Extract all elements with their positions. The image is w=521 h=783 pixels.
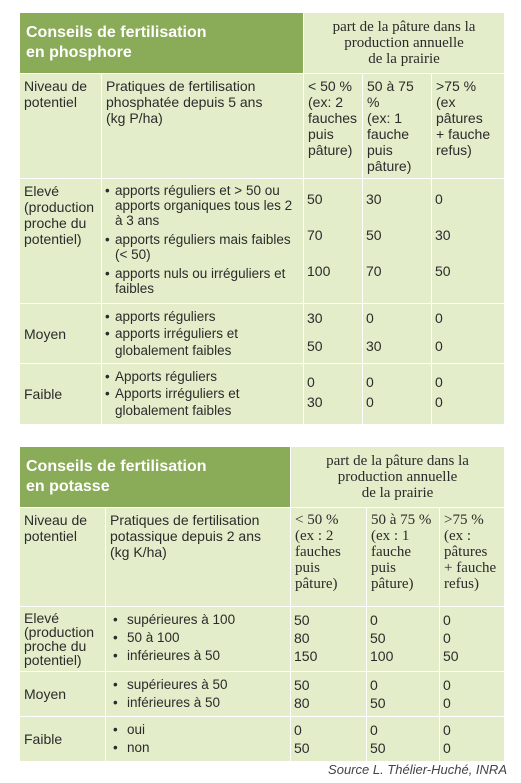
value: 0 <box>307 374 315 390</box>
value: 50 <box>307 191 323 207</box>
value: 50 <box>370 630 386 646</box>
value: 50 <box>294 612 310 628</box>
level-cell: Elevé (production proche du potentiel) <box>20 179 102 304</box>
potasse-pasture-header-line2: production annuelle <box>337 469 458 485</box>
value: 0 <box>443 740 451 756</box>
value-cell <box>363 179 432 304</box>
value: 30 <box>307 310 323 326</box>
value: 0 <box>366 310 374 326</box>
list-item: • oui <box>109 721 287 739</box>
phosphore-title <box>20 13 304 74</box>
value: 50 <box>435 263 451 279</box>
phosphore-title-line1: Conseils de fertilisation <box>26 24 207 41</box>
value-cell <box>304 179 363 304</box>
value: 80 <box>294 695 310 711</box>
value-cell <box>440 607 505 672</box>
potasse-col-lt50: < 50 % (ex : 2 fauches puis pâture) <box>291 508 367 607</box>
list-item: • inférieures à 50 <box>109 694 287 712</box>
phosphore-col-practice: Pratiques de fertilisation phosphatée depuis 5 ans (kg P/ha) <box>102 74 304 179</box>
list-item: • Apports irréguliers et globalement faibles <box>105 385 300 419</box>
value: 50 <box>370 740 386 756</box>
list-item: • apports nuls ou irréguliers et faibles <box>105 266 300 296</box>
phosphore-table <box>19 12 505 425</box>
value: 0 <box>370 722 378 738</box>
potasse-pasture-header <box>291 447 505 508</box>
value: 0 <box>443 677 451 693</box>
phosphore-pasture-header-line3: de la prairie <box>368 51 440 67</box>
potasse-col-level: Niveau de potentiel <box>20 508 106 607</box>
list-item: • apports réguliers mais faibles (< 50) <box>105 232 300 262</box>
value: 0 <box>435 191 443 207</box>
level-cell: Elevé (production proche du potentiel) <box>20 607 106 672</box>
value-cell <box>432 304 505 364</box>
level-cell: Moyen <box>20 304 102 364</box>
list-item: • apports réguliers et > 50 ou apports organiques tous les 2 à 3 ans <box>105 183 300 228</box>
value: 50 <box>443 648 459 664</box>
value: 0 <box>294 722 302 738</box>
level-cell: Faible <box>20 717 106 762</box>
value: 0 <box>443 695 451 711</box>
value: 30 <box>307 394 323 410</box>
value: 30 <box>366 191 382 207</box>
potasse-table <box>19 446 505 762</box>
table-row <box>20 179 505 304</box>
value: 0 <box>435 394 443 410</box>
list-item: • apports irréguliers et globalement faibles <box>105 325 300 359</box>
value-cell <box>363 304 432 364</box>
value-cell <box>291 607 367 672</box>
table-row <box>20 607 505 672</box>
value: 100 <box>307 263 331 279</box>
practice-cell <box>106 672 291 717</box>
level-cell: Moyen <box>20 672 106 717</box>
value-cell <box>367 672 440 717</box>
value-cell <box>291 672 367 717</box>
value: 80 <box>294 630 310 646</box>
value: 0 <box>366 374 374 390</box>
value: 0 <box>443 612 451 628</box>
list-item: • supérieures à 50 <box>109 676 287 694</box>
phosphore-col-gt75: >75 % (ex pâtures + fauche refus) <box>432 74 505 179</box>
value: 0 <box>435 374 443 390</box>
potasse-col-50-75: 50 à 75 % (ex : 1 fauche puis pâture) <box>367 508 440 607</box>
phosphore-pasture-header <box>304 13 505 74</box>
potasse-title <box>20 447 291 508</box>
practice-cell <box>102 304 304 364</box>
value: 30 <box>435 227 451 243</box>
value: 50 <box>370 695 386 711</box>
list-item: • apports réguliers <box>105 308 300 325</box>
value-cell <box>363 364 432 425</box>
source-caption: Source L. Thélier-Huché, INRA <box>328 762 507 777</box>
value: 100 <box>370 648 394 664</box>
value-cell <box>291 717 367 762</box>
value-cell <box>367 607 440 672</box>
practice-cell <box>106 607 291 672</box>
value: 70 <box>307 227 323 243</box>
value-cell <box>304 304 363 364</box>
value: 0 <box>443 722 451 738</box>
potasse-title-line1: Conseils de fertilisation <box>26 458 207 475</box>
potasse-title-line2: en potasse <box>26 478 110 495</box>
value: 150 <box>294 648 318 664</box>
list-item: • Apports réguliers <box>105 368 300 385</box>
value: 50 <box>307 338 323 354</box>
value-cell <box>432 364 505 425</box>
value-cell <box>367 717 440 762</box>
list-item: • 50 à 100 <box>109 629 287 647</box>
value: 0 <box>443 630 451 646</box>
list-item: • non <box>109 739 287 757</box>
table-row <box>20 717 505 762</box>
phosphore-col-lt50: < 50 % (ex: 2 fauches puis pâture) <box>304 74 363 179</box>
phosphore-pasture-header-line1: part de la pâture dans la <box>332 19 476 35</box>
potasse-col-practice: Pratiques de fertilisation potassique depuis 2 ans (kg K/ha) <box>106 508 291 607</box>
value-cell <box>440 672 505 717</box>
value: 0 <box>366 394 374 410</box>
value-cell <box>432 179 505 304</box>
value: 70 <box>366 263 382 279</box>
list-item: • supérieures à 100 <box>109 611 287 629</box>
value: 0 <box>435 310 443 326</box>
list-item: • inférieures à 50 <box>109 647 287 665</box>
phosphore-pasture-header-line2: production annuelle <box>344 35 464 51</box>
value: 50 <box>294 677 310 693</box>
value-cell <box>440 717 505 762</box>
value: 50 <box>294 740 310 756</box>
phosphore-col-50-75: 50 à 75 % (ex: 1 fauche puis pâture) <box>363 74 432 179</box>
value: 50 <box>366 227 382 243</box>
phosphore-col-level: Niveau de potentiel <box>20 74 102 179</box>
table-row <box>20 364 505 425</box>
table-row <box>20 304 505 364</box>
value: 30 <box>366 338 382 354</box>
value: 0 <box>370 612 378 628</box>
practice-cell <box>106 717 291 762</box>
potasse-pasture-header-line3: de la prairie <box>361 485 434 501</box>
level-cell: Faible <box>20 364 102 425</box>
value-cell <box>304 364 363 425</box>
practice-cell <box>102 364 304 425</box>
value: 0 <box>370 677 378 693</box>
potasse-pasture-header-line1: part de la pâture dans la <box>326 453 469 469</box>
practice-cell <box>102 179 304 304</box>
table-row <box>20 672 505 717</box>
phosphore-title-line2: en phosphore <box>26 44 132 61</box>
value: 0 <box>435 338 443 354</box>
potasse-col-gt75: >75 % (ex : pâtures + fauche refus) <box>440 508 505 607</box>
